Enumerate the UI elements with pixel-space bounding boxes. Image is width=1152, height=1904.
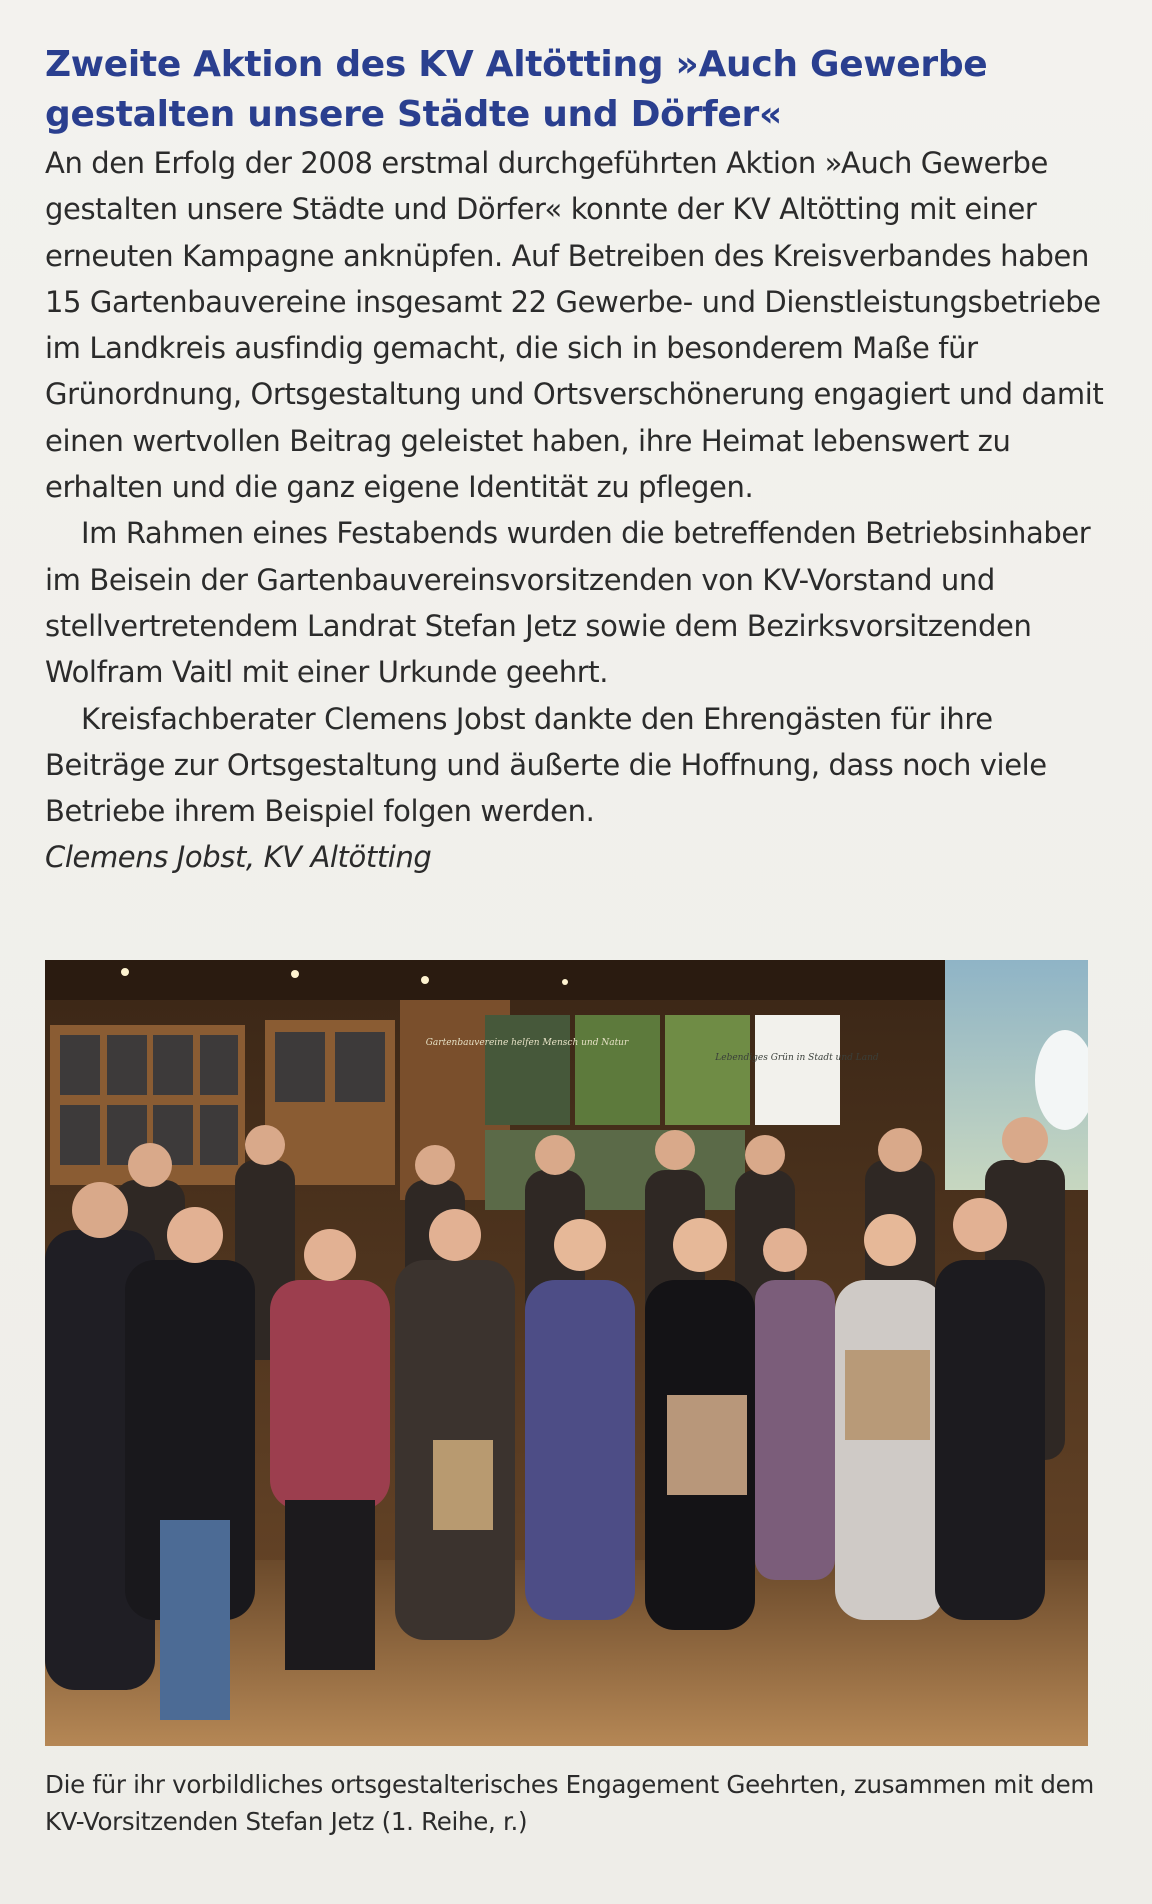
article-headline: Zweite Aktion des KV Altötting »Auch Gewerbe gestalten unsere Städte und Dörfer« (45, 44, 988, 135)
article-body (45, 140, 1105, 881)
article-paragraph-3: Kreisfachberater Clemens Jobst dankte den Ehrengästen für ihre Beiträge zur Ortsgestaltung und äußerte die Hoffnung, dass noch viele Betriebe ihrem Beispiel folgen werden. (45, 701, 1047, 829)
article-paragraph-2: Im Rahmen eines Festabends wurden die betreffenden Betriebsinhaber im Beisein der Gartenbauvereinsvorsitzenden von KV-Vorstand und stellvertretendem Landrat Stefan Jetz sowie dem Bezirksvorsitzenden Wolfram Vaitl mit einer Urkunde geehrt. (45, 516, 1091, 690)
photo-caption: Die für ihr vorbildliches ortsgestalterisches Engagement Geehrten, zusammen mit dem KV-Vorsitzenden Stefan Jetz (1. Reihe, r.) (45, 1770, 1094, 1836)
banner-right-text: Lebendiges Grün in Stadt und Land (715, 1053, 879, 1063)
article-paragraph-1: An den Erfolg der 2008 erstmal durchgeführten Aktion »Auch Gewerbe gestalten unsere Städte und Dörfer« konnte der KV Altötting mit einer erneuten Kampagne anknüpfen. Auf Betreiben des Kreisverbandes haben 15 Gartenbauvereine insgesamt 22 Gewerbe- und Dienstleistungsbetriebe im Landkreis ausfindig gemacht, die sich in besonderem Maße für Grünordnung, Ortsgestaltung und Ortsverschönerung engagiert und damit einen wertvollen Beitrag geleistet haben, ihre Heimat lebenswert zu erhalten und die ganz eigene Identität zu pflegen. (45, 146, 1104, 505)
group-photo (45, 960, 1088, 1746)
article-byline: Clemens Jobst, KV Altötting (45, 840, 432, 875)
banner-left-text: Gartenbauvereine helfen Mensch und Natur (425, 1038, 629, 1048)
